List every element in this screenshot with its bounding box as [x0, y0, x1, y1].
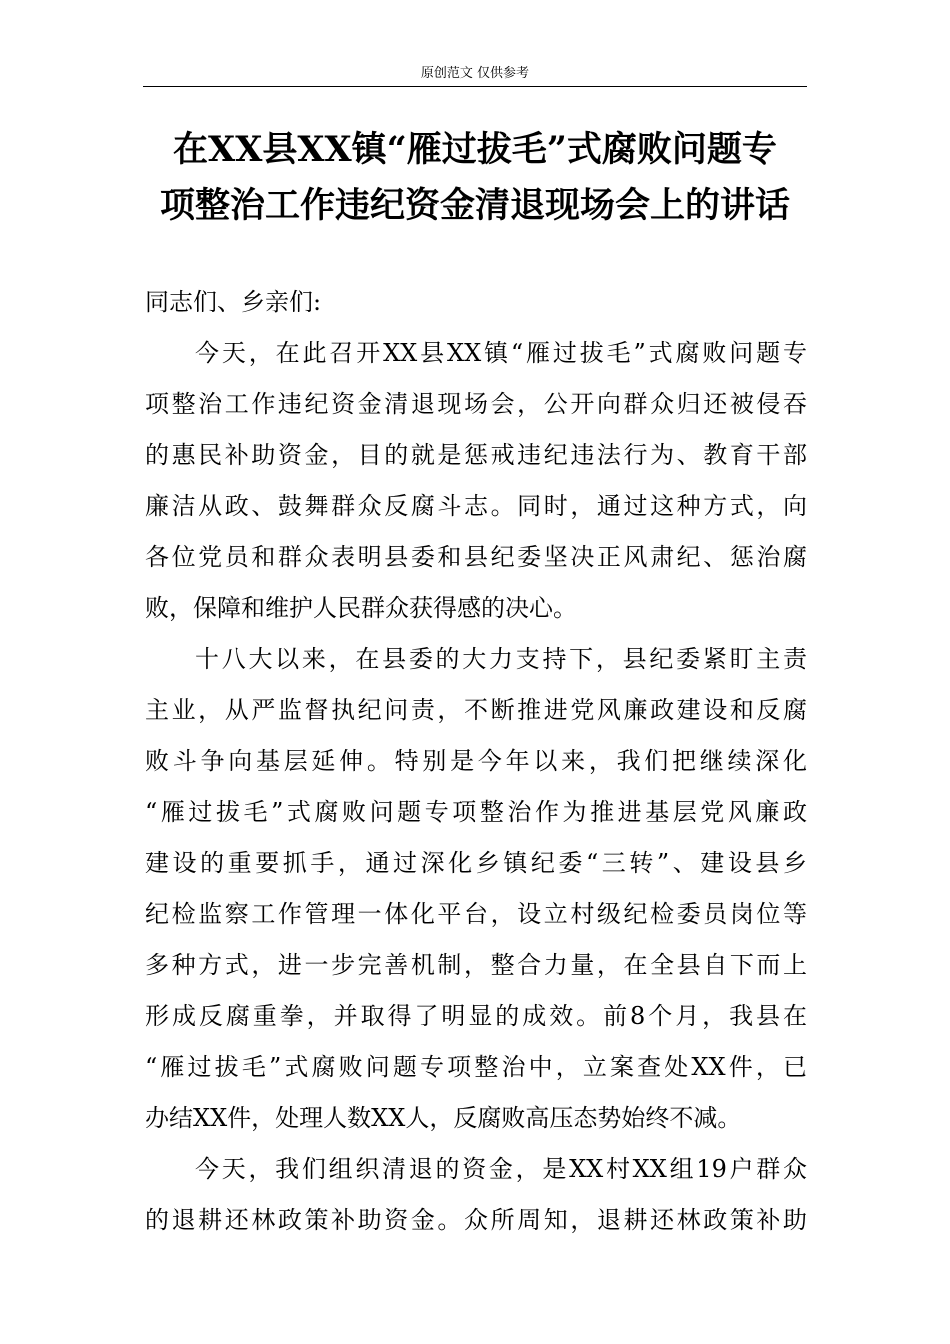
document-title: [143, 122, 807, 234]
paragraph-2-line: 十八大以来，在县委的大力支持下，县纪委紧盯主责: [195, 645, 807, 673]
paragraph-2-line: 多种方式，进一步完善机制，整合力量，在全县自下而上: [145, 951, 807, 979]
greeting-line: 同志们、乡亲们:: [145, 288, 322, 316]
paragraph-2-line: “雁过拔毛”式腐败问题专项整治中，立案查处XX件，已: [145, 1053, 807, 1081]
paragraph-1-line: 败，保障和维护人民群众获得感的决心。: [145, 594, 577, 622]
paragraph-2-line: 败斗争向基层延伸。特别是今年以来，我们把继续深化: [145, 747, 807, 775]
paragraph-1-line: 项整治工作违纪资金清退现场会，公开向群众归还被侵吞: [145, 390, 807, 418]
header-divider: [143, 86, 807, 87]
title-line: 项整治工作违纪资金清退现场会上的讲话: [159, 185, 790, 226]
title-line: 在XX县XX镇“雁过拔毛”式腐败问题专: [173, 129, 777, 170]
paragraph-2-line: 纪检监察工作管理一体化平台，设立村级纪检委员岗位等: [145, 900, 807, 928]
paragraph-2-line: 主业，从严监督执纪问责，不断推进党风廉政建设和反腐: [145, 696, 807, 724]
paragraph-2-line: 办结XX件，处理人数XX人，反腐败高压态势始终不减。: [145, 1104, 742, 1132]
paragraph-2-line: “雁过拔毛”式腐败问题专项整治作为推进基层党风廉政: [145, 798, 807, 826]
paragraph-3-line: 的退耕还林政策补助资金。众所周知，退耕还林政策补助: [145, 1206, 807, 1234]
paragraph-1-line: 的惠民补助资金，目的就是惩戒违纪违法行为、教育干部: [145, 441, 807, 469]
paragraph-2-line: 建设的重要抓手，通过深化乡镇纪委“三转”、建设县乡: [145, 849, 807, 877]
paragraph-1-line: 廉洁从政、鼓舞群众反腐斗志。同时，通过这种方式，向: [145, 492, 807, 520]
paragraph-3-line: 今天，我们组织清退的资金，是XX村XX组19户群众: [195, 1155, 807, 1183]
paragraph-2-line: 形成反腐重拳，并取得了明显的成效。前8个月，我县在: [145, 1002, 807, 1030]
document-body: [145, 277, 807, 1246]
page-header-text: 原创范文 仅供参考: [420, 66, 530, 81]
paragraph-1-line: 各位党员和群众表明县委和县纪委坚决正风肃纪、惩治腐: [145, 543, 807, 571]
paragraph-1-line: 今天，在此召开XX县XX镇“雁过拔毛”式腐败问题专: [195, 339, 807, 367]
